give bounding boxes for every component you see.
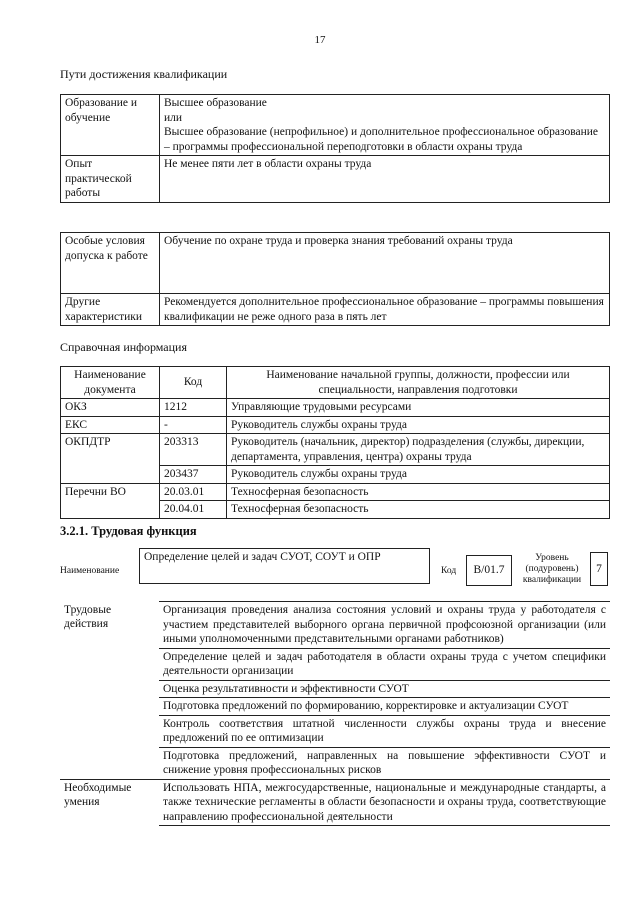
- cell-code: 20.03.01: [160, 483, 227, 501]
- skill-item: Использовать НПА, межгосударственные, национальные и международные стандарты, а также технические регламенты в области безопасности и охраны труда, соответствующие направлению профессиональной деятельности: [159, 779, 610, 826]
- cell-code: 203437: [160, 466, 227, 484]
- row-label: Другие характеристики: [61, 294, 160, 326]
- action-item: Оценка результативности и эффективности СУОТ: [159, 680, 610, 698]
- action-item: Подготовка предложений по формированию, корректировке и актуализации СУОТ: [159, 698, 610, 716]
- column-header: Наименование документа: [61, 367, 160, 399]
- cell-name: Руководитель (начальник, директор) подразделения (службы, дирекции, департамента, управления, центра) охраны труда: [227, 434, 610, 466]
- cell-name: Руководитель службы охраны труда: [227, 466, 610, 484]
- table-row: [61, 399, 610, 417]
- action-item: Контроль соответствия штатной численности службы охраны труда и внесение предложений по ее оптимизации: [159, 715, 610, 747]
- cell-doc: ОКПДТР: [61, 434, 160, 484]
- table-row: [61, 434, 610, 466]
- name-label: Наименование: [60, 566, 120, 576]
- action-item: Организация проведения анализа состояния условий и охраны труда у работодателя с участием представителей выборного органа первичной профсоюзной организации (или иными уполномоченными представительными органами работников): [159, 602, 610, 649]
- row-value: Не менее пяти лет в области охраны труда: [160, 156, 610, 203]
- cell-doc: Перечни ВО: [61, 483, 160, 518]
- row-label: Особые условия допуска к работе: [61, 233, 160, 294]
- level-value-box: 7: [590, 552, 608, 586]
- table-header-row: [61, 367, 610, 399]
- row-value: [160, 95, 610, 156]
- row-label: Трудовые действия: [64, 603, 112, 630]
- table-row: [61, 416, 610, 434]
- row-label: Образование и обучение: [61, 95, 160, 156]
- cell-code: -: [160, 416, 227, 434]
- row-value: Обучение по охране труда и проверка знания требований охраны труда: [160, 233, 610, 294]
- text-line: Высшее образование: [164, 97, 267, 109]
- function-title: 3.2.1. Трудовая функция: [60, 524, 197, 538]
- row-label: Необходимые умения: [60, 779, 159, 826]
- text-line: или: [164, 111, 183, 124]
- section-heading-paths: Пути достижения квалификации: [60, 67, 228, 81]
- action-item: Подготовка предложений, направленных на повышение эффективности СУОТ и снижение уровня профессиональных рисков: [159, 747, 610, 779]
- action-item: Определение целей и задач работодателя в области охраны труда с учетом специфики деятельности организации: [159, 648, 610, 680]
- cell-name: Техносферная безопасность: [227, 483, 610, 501]
- cell-name: Управляющие трудовыми ресурсами: [227, 399, 610, 417]
- table-row: [61, 483, 610, 501]
- column-header: Наименование начальной группы, должности, профессии или специальности, направления подготовки: [227, 367, 610, 399]
- qualification-paths-table: [60, 94, 610, 203]
- function-name-box: Определение целей и задач СУОТ, СОУТ и ОПР: [139, 548, 430, 584]
- cell-code: 20.04.01: [160, 501, 227, 519]
- table-row: [60, 602, 610, 649]
- cell-doc: ОКЗ: [61, 399, 160, 417]
- table-row: [61, 156, 610, 203]
- column-header: Код: [160, 367, 227, 399]
- table-row: [61, 95, 610, 156]
- labor-actions-table: [60, 601, 610, 826]
- cell-name: Руководитель службы охраны труда: [227, 416, 610, 434]
- code-value-box: B/01.7: [466, 555, 512, 586]
- level-label: Уровень (подуровень) квалификации: [522, 553, 582, 585]
- admission-conditions-table: [60, 232, 610, 326]
- table-row: [61, 233, 610, 294]
- table-row: [61, 294, 610, 326]
- section-heading-reference: Справочная информация: [60, 340, 187, 354]
- cell-code: 203313: [160, 434, 227, 466]
- table-row: [60, 779, 610, 826]
- row-label: Опыт практической работы: [61, 156, 160, 203]
- reference-table: [60, 366, 610, 519]
- code-label: Код: [441, 566, 457, 576]
- page-number: 17: [314, 34, 326, 46]
- text-line: Высшее образование (непрофильное) и дополнительное профессиональное образование – программы профессиональной переподготовки в области охраны труда: [164, 126, 598, 153]
- row-value: Рекомендуется дополнительное профессиональное образование – программы повышения квалификации не реже одного раза в пять лет: [160, 294, 610, 326]
- cell-name: Техносферная безопасность: [227, 501, 610, 519]
- cell-code: 1212: [160, 399, 227, 417]
- cell-doc: ЕКС: [61, 416, 160, 434]
